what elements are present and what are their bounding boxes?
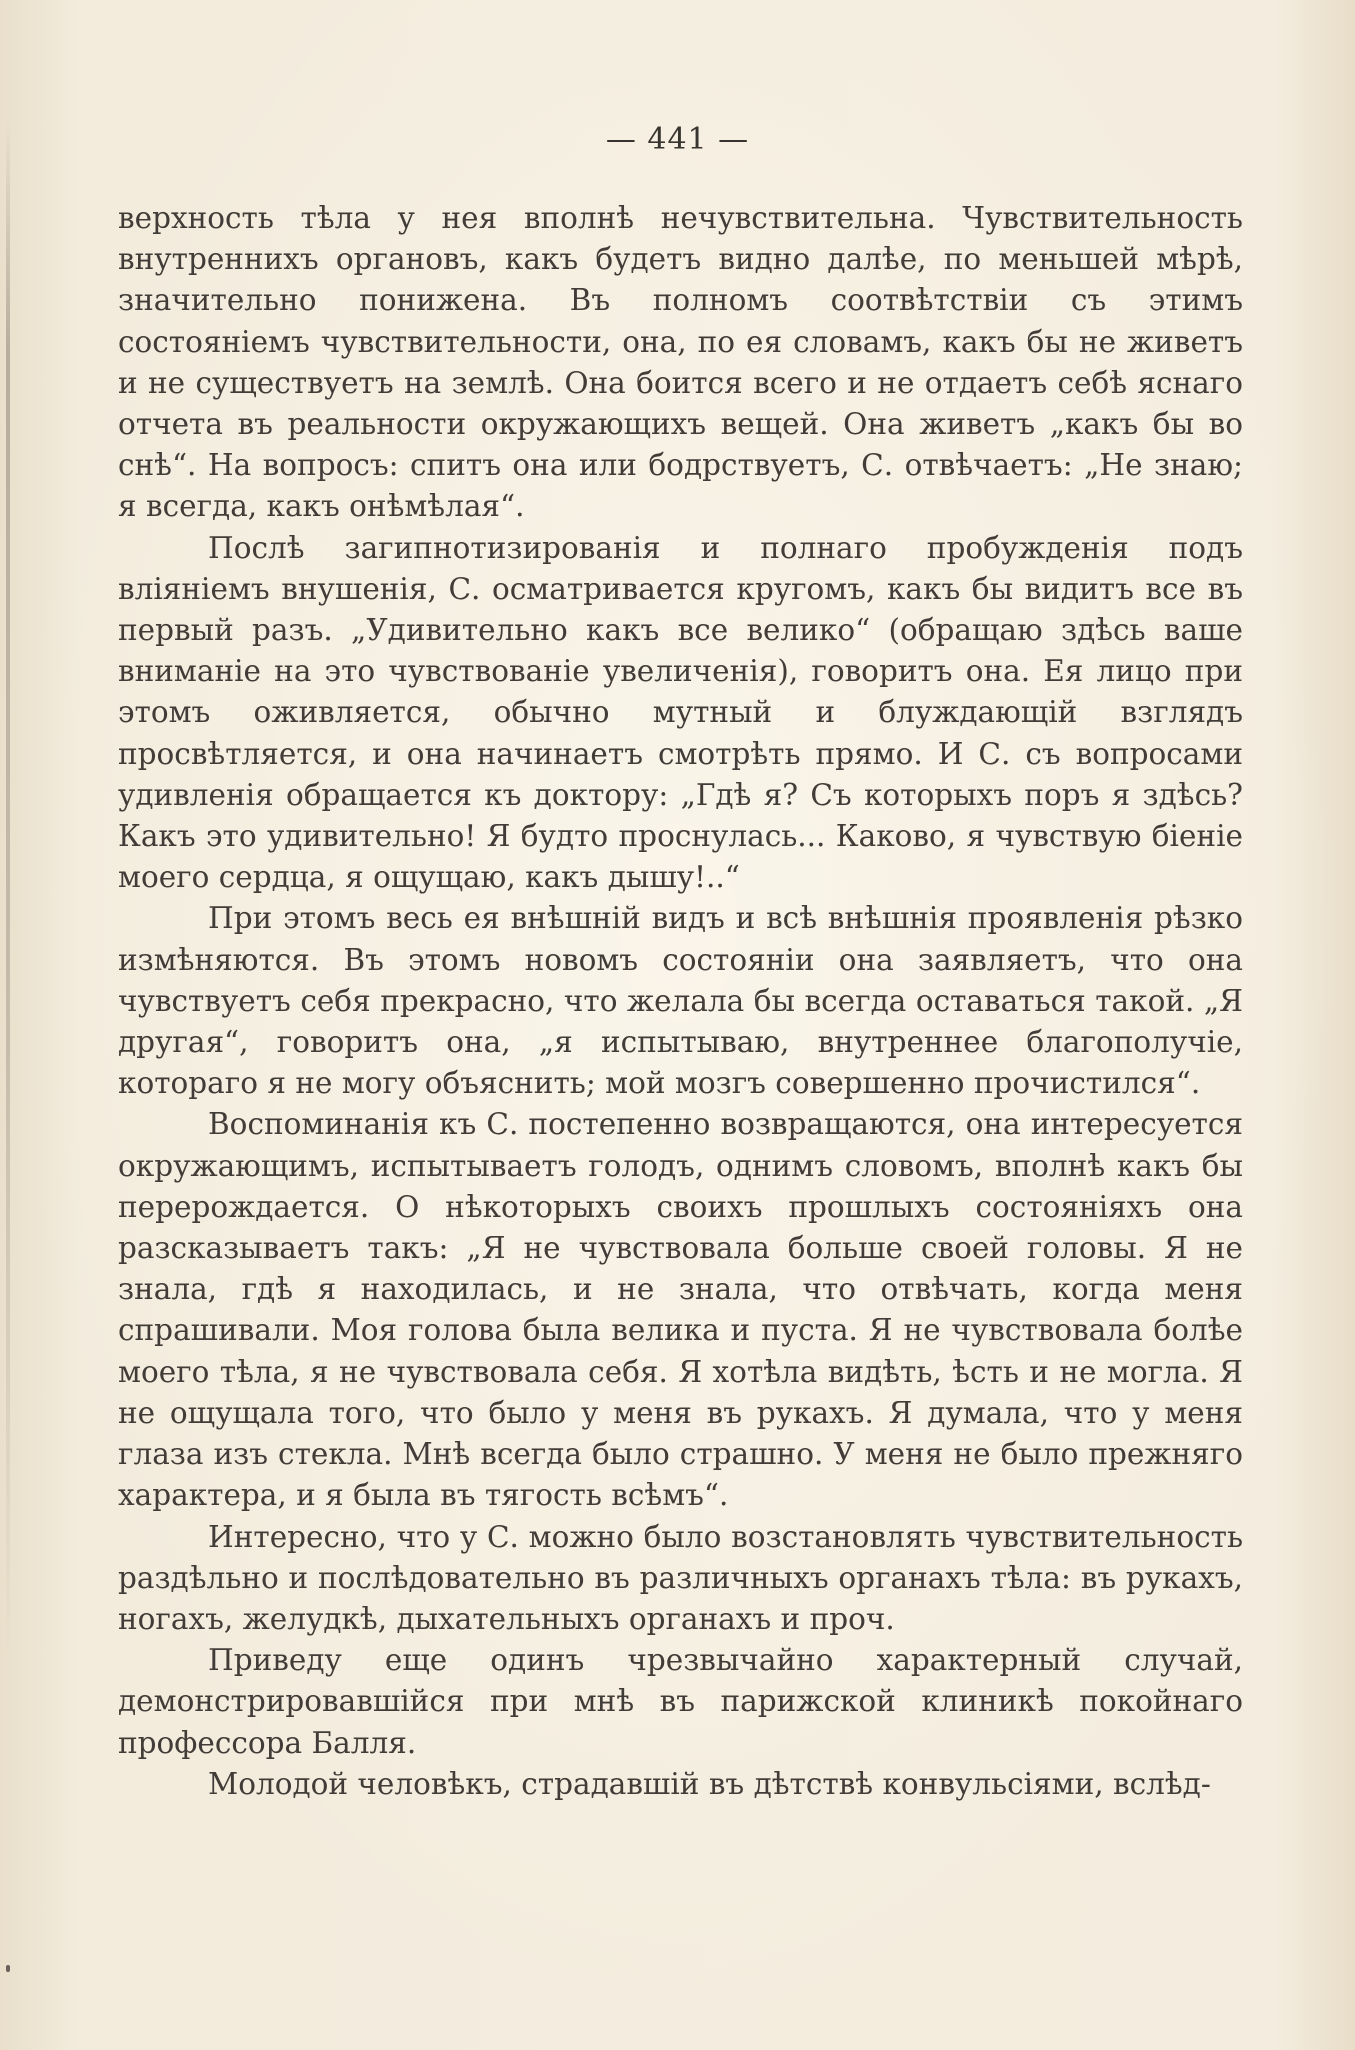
paragraph-6: Приведу еще одинъ чрезвычайно характерный случай, демонстрировавшійся при мнѣ въ парижской клиникѣ покойнаго профессора Балля.: [118, 1643, 1243, 1760]
page-number: — 441 —: [605, 122, 750, 157]
paragraph-3: При этомъ весь ея внѣшній видъ и всѣ внѣшнія проявленія рѣзко измѣняются. Въ этомъ новомъ состояніи она заявляетъ, что она чувствуетъ себя прекрасно, что желала бы всегда оставаться такой. „Я другая“, говоритъ она, „я испытываю, внутреннее благополучіе, котораго я не могу объяснить; мой мозгъ совершенно прочистился“.: [118, 901, 1243, 1101]
paragraph-1: верхность тѣла у нея вполнѣ нечувствительна. Чувствительность внутреннихъ органовъ, какъ будетъ видно далѣе, по меньшей мѣрѣ, значительно понижена. Въ полномъ соотвѣтствіи съ этимъ состояніемъ чувствительности, она, по ея словамъ, какъ бы не живетъ и не существуетъ на землѣ. Она боится всего и не отдаетъ себѣ яснаго отчета въ реальности окружающихъ вещей. Она живетъ „какъ бы во снѣ“. На вопросъ: спитъ она или бодрствуетъ, С. отвѣчаетъ: „Не знаю; я всегда, какъ онѣмѣлая“.: [118, 201, 1243, 524]
paragraph-4: Воспоминанія къ С. постепенно возвращаются, она интересуется окружающимъ, испытываетъ голодъ, однимъ словомъ, вполнѣ какъ бы перерождается. О нѣкоторыхъ своихъ прошлыхъ состояніяхъ она разсказываетъ такъ: „Я не чувствовала больше своей головы. Я не знала, гдѣ я находилась, и не знала, что отвѣчать, когда меня спрашивали. Моя голова была велика и пуста. Я не чувствовала болѣе моего тѣла, я не чувствовала себя. Я хотѣла видѣть, ѣсть и не могла. Я не ощущала того, что было у меня въ рукахъ. Я думала, что у меня глаза изъ стекла. Мнѣ всегда было страшно. У меня не было прежняго характера, и я была въ тягость всѣмъ“.: [118, 1107, 1243, 1513]
stray-ink-mark: [6, 1965, 10, 1972]
paragraph-2: Послѣ загипнотизированія и полнаго пробужденія подъ вліяніемъ внушенія, С. осматривается кругомъ, какъ бы видитъ все въ первый разъ. „Удивительно какъ все велико“ (обращаю здѣсь ваше вниманіе на это чувствованіе увеличенія), говоритъ она. Ея лицо при этомъ оживляется, обычно мутный и блуждающій взглядъ просвѣтляется, и она начинаетъ смотрѣть прямо. И С. съ вопросами удивленія обращается къ доктору: „Гдѣ я? Съ которыхъ поръ я здѣсь? Какъ это удивительно! Я будто проснулась... Каково, я чувствую біеніе моего сердца, я ощущаю, какъ дышу!..“: [118, 530, 1243, 895]
paragraph-7: Молодой человѣкъ, страдавшій въ дѣтствѣ конвульсіями, вслѣд-: [208, 1766, 1211, 1801]
paragraph-5: Интересно, что у С. можно было возстановлять чувствительность раздѣльно и послѣдовательно въ различныхъ органахъ тѣла: въ рукахъ, ногахъ, желудкѣ, дыхательныхъ органахъ и проч.: [118, 1519, 1243, 1636]
page-body-text: [118, 198, 1243, 1805]
page-binding-edge: [6, 120, 10, 1660]
